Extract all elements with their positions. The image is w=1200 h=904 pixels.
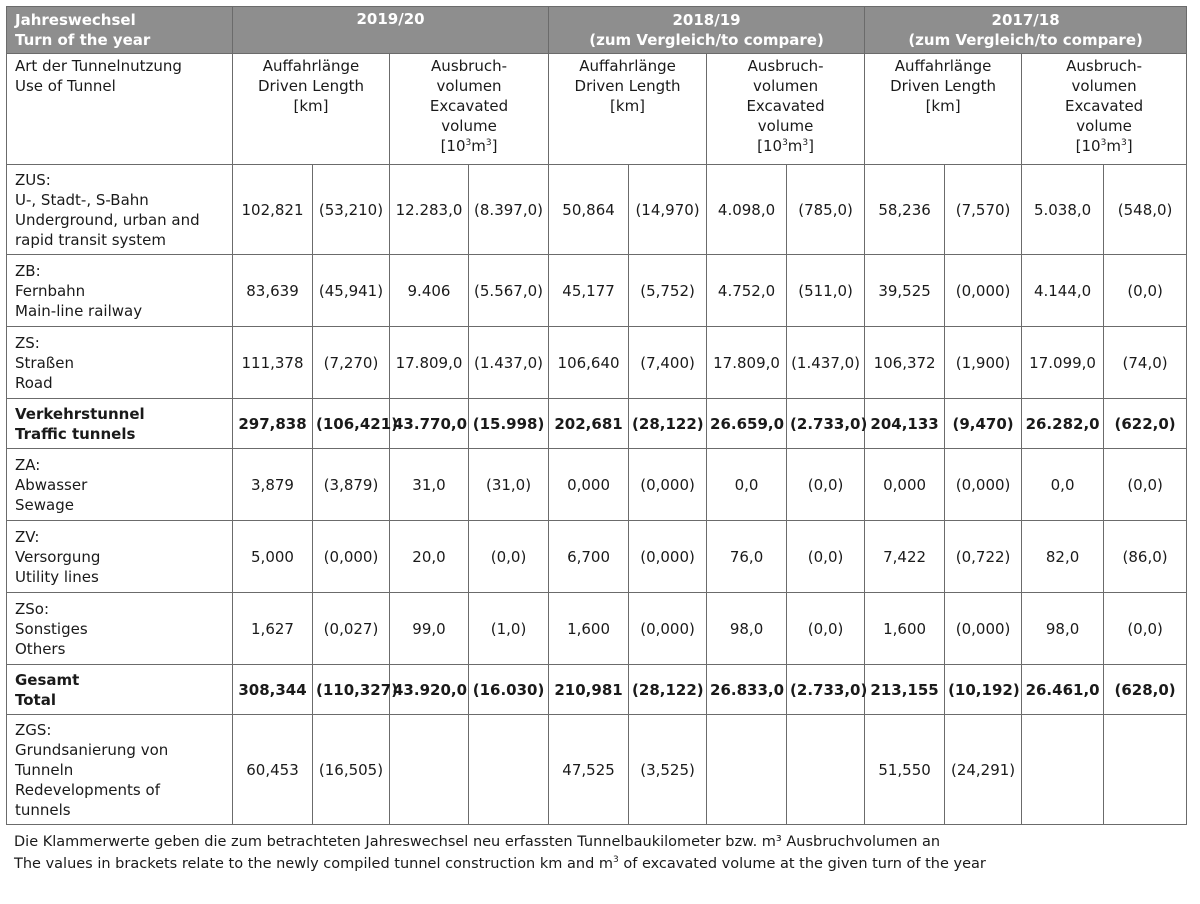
driven-length-line: Auffahrlänge: [579, 57, 676, 75]
excavated-volume-unit: [393, 136, 545, 156]
table-cell: (0,000): [629, 521, 707, 593]
unit-part: m: [1106, 137, 1121, 155]
table-cell: [469, 715, 549, 825]
table-cell: (28,122): [629, 665, 707, 715]
table-cell: 17.099,0: [1022, 327, 1104, 399]
driven-length-header: [233, 54, 390, 165]
table-cell: (548,0): [1104, 165, 1187, 255]
row-label-line: Underground, urban and: [15, 210, 200, 229]
table-cell: 7,422: [865, 521, 945, 593]
row-label-line: Fernbahn: [15, 281, 86, 300]
row-label-line: Redevelopments of: [15, 780, 160, 799]
header-row-years: [7, 7, 1187, 54]
excavated-volume-line: volumen: [753, 77, 819, 95]
table-cell: (0,000): [629, 449, 707, 521]
footnote-en-text: The values in brackets relate to the newly compiled tunnel construction km and m: [14, 856, 614, 872]
unit-part: ]: [1126, 137, 1133, 155]
table-cell: 111,378: [233, 327, 313, 399]
table-cell: 4.098,0: [707, 165, 787, 255]
row-label-line: ZUS:: [15, 170, 51, 189]
table-cell: 4.752,0: [707, 255, 787, 327]
table-cell: (9,470): [945, 399, 1022, 449]
table-cell: 50,864: [549, 165, 629, 255]
driven-length-line: [km]: [925, 97, 961, 115]
unit-part: m: [471, 137, 486, 155]
year-header-2019-20: [233, 7, 549, 54]
unit-part: ]: [808, 137, 815, 155]
row-label-line: ZS:: [15, 333, 40, 352]
table-row: [7, 327, 1187, 399]
row-label: [7, 521, 233, 593]
driven-length-line: Auffahrlänge: [894, 57, 992, 75]
row-label-line: Versorgung: [15, 547, 101, 566]
footnote-de: Die Klammerwerte geben die zum betrachteten Jahreswechsel neu erfassten Tunnelbaukilometer bzw. m³ Ausbruchvolumen an: [14, 834, 941, 850]
table-cell: (7,400): [629, 327, 707, 399]
row-label-line: Sewage: [15, 495, 74, 514]
row-label: [7, 255, 233, 327]
table-cell: 58,236: [865, 165, 945, 255]
excavated-volume-line: volume: [757, 117, 814, 135]
table-cell: [390, 715, 469, 825]
table-cell: 26.659,0: [707, 399, 787, 449]
unit-part: [10: [440, 137, 466, 155]
table-cell: (5,752): [629, 255, 707, 327]
table-cell: (0,0): [1104, 255, 1187, 327]
table-cell: 17.809,0: [390, 327, 469, 399]
tunnel-statistics-document: [6, 6, 1186, 875]
year-header-2017-18: [865, 7, 1187, 54]
unit-superscript: 3: [465, 138, 472, 148]
table-cell: (8.397,0): [469, 165, 549, 255]
table-cell: 45,177: [549, 255, 629, 327]
table-cell: 47,525: [549, 715, 629, 825]
row-label-line: ZA:: [15, 455, 41, 474]
excavated-volume-line: Ausbruch-: [1066, 57, 1143, 75]
table-row: [7, 715, 1187, 825]
table-cell: 43.920,0: [390, 665, 469, 715]
table-cell: (10,192): [945, 665, 1022, 715]
excavated-volume-unit: [1025, 136, 1183, 156]
unit-superscript: 3: [1120, 138, 1127, 148]
table-cell: (511,0): [787, 255, 865, 327]
table-cell: (628,0): [1104, 665, 1187, 715]
row-label-line: Others: [15, 639, 66, 658]
table-cell: 106,640: [549, 327, 629, 399]
row-label-line: ZSo:: [15, 599, 50, 618]
table-cell: (106,421): [313, 399, 390, 449]
unit-part: [10: [1075, 137, 1101, 155]
table-cell: 1,627: [233, 593, 313, 665]
unit-superscript: 3: [1100, 138, 1107, 148]
table-cell: 297,838: [233, 399, 313, 449]
table-cell: (0,000): [945, 593, 1022, 665]
excavated-volume-unit: [710, 136, 861, 156]
table-cell: (2.733,0): [787, 399, 865, 449]
row-label-line: tunnels: [15, 800, 71, 819]
table-cell: [1104, 715, 1187, 825]
year-note: (zum Vergleich/to compare): [908, 31, 1143, 49]
table-row: [7, 449, 1187, 521]
table-cell: (1.437,0): [469, 327, 549, 399]
table-cell: (622,0): [1104, 399, 1187, 449]
footnote: [6, 831, 1186, 875]
excavated-volume-header: [1022, 54, 1187, 165]
driven-length-line: Driven Length: [574, 77, 681, 95]
table-cell: [787, 715, 865, 825]
table-cell: 20,0: [390, 521, 469, 593]
table-body: [7, 165, 1187, 825]
table-cell: (110,327): [313, 665, 390, 715]
row-label: [7, 665, 233, 715]
table-cell: (74,0): [1104, 327, 1187, 399]
table-cell: 1,600: [865, 593, 945, 665]
row-label: [7, 715, 233, 825]
table-cell: 213,155: [865, 665, 945, 715]
excavated-volume-line: Ausbruch-: [431, 57, 507, 75]
table-cell: (1,900): [945, 327, 1022, 399]
excavated-volume-header: [707, 54, 865, 165]
table-cell: 0,0: [707, 449, 787, 521]
row-label-line: Gesamt: [15, 670, 80, 689]
table-cell: 6,700: [549, 521, 629, 593]
table-cell: 5,000: [233, 521, 313, 593]
row-label-line: ZV:: [15, 527, 40, 546]
table-cell: (1,0): [469, 593, 549, 665]
table-cell: 17.809,0: [707, 327, 787, 399]
excavated-volume-line: volumen: [436, 77, 502, 95]
excavated-volume-line: volume: [1076, 117, 1132, 135]
table-cell: (1.437,0): [787, 327, 865, 399]
row-label-line: ZB:: [15, 261, 41, 280]
footnote-en: [14, 853, 1186, 875]
table-cell: (0,000): [313, 521, 390, 593]
table-cell: [1022, 715, 1104, 825]
table-cell: 26.282,0: [1022, 399, 1104, 449]
table-cell: 204,133: [865, 399, 945, 449]
row-label-line: Main-line railway: [15, 301, 143, 320]
table-cell: (2.733,0): [787, 665, 865, 715]
use-of-tunnel-de: Art der Tunnelnutzung: [15, 57, 182, 75]
table-cell: 98,0: [707, 593, 787, 665]
table-cell: (14,970): [629, 165, 707, 255]
table-cell: (5.567,0): [469, 255, 549, 327]
use-of-tunnel-en: Use of Tunnel: [15, 77, 116, 95]
year-label: 2019/20: [356, 10, 425, 28]
table-cell: 99,0: [390, 593, 469, 665]
footnote-en-superscript: 3: [613, 855, 619, 866]
year-note: (zum Vergleich/to compare): [589, 31, 824, 49]
table-row: [7, 165, 1187, 255]
table-cell: 5.038,0: [1022, 165, 1104, 255]
table-cell: (16,505): [313, 715, 390, 825]
table-cell: (28,122): [629, 399, 707, 449]
table-cell: 0,0: [1022, 449, 1104, 521]
row-label: [7, 449, 233, 521]
table-cell: 60,453: [233, 715, 313, 825]
row-label: [7, 593, 233, 665]
driven-length-header: [549, 54, 707, 165]
table-cell: (0,0): [1104, 449, 1187, 521]
table-cell: (3,525): [629, 715, 707, 825]
turn-of-year-header: [7, 7, 233, 54]
driven-length-header: [865, 54, 1022, 165]
table-cell: (785,0): [787, 165, 865, 255]
tunnel-statistics-table: [6, 6, 1187, 825]
table-cell: 9.406: [390, 255, 469, 327]
table-cell: (0,722): [945, 521, 1022, 593]
table-cell: (53,210): [313, 165, 390, 255]
row-label: [7, 165, 233, 255]
unit-part: ]: [491, 137, 498, 155]
excavated-volume-line: volume: [441, 117, 497, 135]
row-label-line: Tunneln: [15, 760, 74, 779]
table-cell: 308,344: [233, 665, 313, 715]
table-cell: (0,0): [787, 593, 865, 665]
table-row: [7, 399, 1187, 449]
table-cell: (45,941): [313, 255, 390, 327]
table-row: [7, 255, 1187, 327]
table-cell: 102,821: [233, 165, 313, 255]
table-cell: (3,879): [313, 449, 390, 521]
table-cell: 210,981: [549, 665, 629, 715]
row-label-line: Traffic tunnels: [15, 424, 136, 443]
turn-of-year-de: Jahreswechsel: [15, 11, 136, 29]
excavated-volume-header: [390, 54, 549, 165]
table-cell: 12.283,0: [390, 165, 469, 255]
excavated-volume-line: Ausbruch-: [747, 57, 824, 75]
row-label-line: Abwasser: [15, 475, 88, 494]
table-cell: 98,0: [1022, 593, 1104, 665]
table-cell: 51,550: [865, 715, 945, 825]
row-label-line: rapid transit system: [15, 230, 166, 249]
table-cell: (86,0): [1104, 521, 1187, 593]
row-label-line: Verkehrstunnel: [15, 404, 145, 423]
row-label-line: Straßen: [15, 353, 74, 372]
driven-length-line: [km]: [293, 97, 329, 115]
table-cell: 76,0: [707, 521, 787, 593]
excavated-volume-line: Excavated: [746, 97, 825, 115]
table-cell: 202,681: [549, 399, 629, 449]
table-cell: (0,000): [945, 255, 1022, 327]
footnote-en-text-end: of excavated volume at the given turn of the year: [618, 856, 986, 872]
excavated-volume-line: volumen: [1071, 77, 1137, 95]
unit-superscript: 3: [802, 138, 809, 148]
driven-length-line: Auffahrlänge: [262, 57, 360, 75]
table-row: [7, 593, 1187, 665]
turn-of-year-en: Turn of the year: [15, 31, 151, 49]
table-cell: (0,000): [945, 449, 1022, 521]
table-cell: (31,0): [469, 449, 549, 521]
table-cell: 39,525: [865, 255, 945, 327]
row-label-line: Sonstiges: [15, 619, 88, 638]
row-label-line: Road: [15, 373, 53, 392]
row-label-line: Grundsanierung von: [15, 740, 169, 759]
table-cell: 43.770,0: [390, 399, 469, 449]
year-label: 2017/18: [991, 11, 1060, 29]
table-cell: 1,600: [549, 593, 629, 665]
table-cell: 106,372: [865, 327, 945, 399]
table-cell: (0,0): [1104, 593, 1187, 665]
header-row-measures: [7, 54, 1187, 165]
table-cell: (0,0): [787, 449, 865, 521]
table-cell: (0,000): [629, 593, 707, 665]
excavated-volume-line: Excavated: [429, 97, 509, 115]
row-label-line: Total: [15, 690, 56, 709]
table-cell: (7,270): [313, 327, 390, 399]
table-cell: (15.998): [469, 399, 549, 449]
driven-length-line: Driven Length: [257, 77, 364, 95]
row-label: [7, 327, 233, 399]
row-label-line: Utility lines: [15, 567, 99, 586]
table-cell: 0,000: [865, 449, 945, 521]
table-cell: (0,0): [787, 521, 865, 593]
year-label: 2018/19: [672, 11, 741, 29]
table-cell: 31,0: [390, 449, 469, 521]
table-cell: (0,0): [469, 521, 549, 593]
table-cell: 83,639: [233, 255, 313, 327]
table-cell: 26.833,0: [707, 665, 787, 715]
table-cell: (7,570): [945, 165, 1022, 255]
table-cell: 4.144,0: [1022, 255, 1104, 327]
table-cell: 82,0: [1022, 521, 1104, 593]
table-cell: 3,879: [233, 449, 313, 521]
table-cell: (16.030): [469, 665, 549, 715]
year-header-2018-19: [549, 7, 865, 54]
table-cell: 26.461,0: [1022, 665, 1104, 715]
row-label-line: U-, Stadt-, S-Bahn: [15, 190, 149, 209]
table-cell: 0,000: [549, 449, 629, 521]
table-cell: (24,291): [945, 715, 1022, 825]
driven-length-line: Driven Length: [890, 77, 997, 95]
table-cell: (0,027): [313, 593, 390, 665]
table-row: [7, 521, 1187, 593]
row-label-line: ZGS:: [15, 720, 52, 739]
driven-length-line: [km]: [610, 97, 646, 115]
unit-superscript: 3: [782, 138, 788, 148]
excavated-volume-line: Excavated: [1064, 97, 1144, 115]
table-row: [7, 665, 1187, 715]
unit-part: m: [787, 137, 803, 155]
row-label: [7, 399, 233, 449]
table-cell: [707, 715, 787, 825]
unit-superscript: 3: [485, 138, 492, 148]
use-of-tunnel-header: [7, 54, 233, 165]
unit-part: [10: [757, 137, 783, 155]
